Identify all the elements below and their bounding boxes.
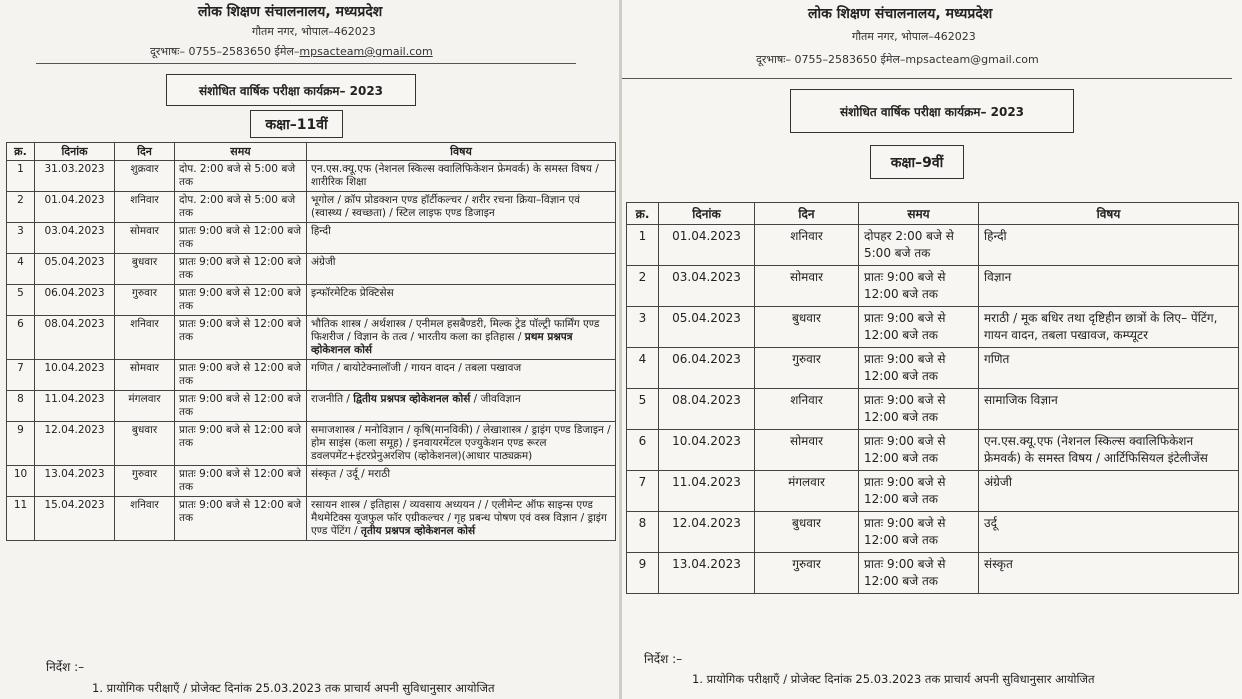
cell-day: गुरुवार — [755, 553, 859, 594]
note-item: 1. प्रायोगिक परीक्षाएँ / प्रोजेक्ट दिनांक 25.03.2023 तक प्राचार्य अपनी सुविधानुसार आयोजित — [92, 681, 495, 695]
cell-time: प्रातः 9:00 बजे से 12:00 बजे तक — [859, 430, 979, 471]
cell-sn: 5 — [7, 285, 35, 316]
cell-date: 05.04.2023 — [659, 307, 755, 348]
cell-date: 10.04.2023 — [35, 360, 115, 391]
table-row — [627, 389, 1239, 430]
notes-heading: निर्देश :– — [46, 660, 85, 674]
table-row — [7, 223, 616, 254]
cell-day: बुधवार — [755, 512, 859, 553]
subject-text: अंग्रेजी — [984, 475, 1012, 489]
cell-time: प्रातः 9:00 बजे से 12:00 बजे तक — [175, 391, 307, 422]
header-divider — [622, 78, 1232, 79]
cell-time: प्रातः 9:00 बजे से 12:00 बजे तक — [859, 348, 979, 389]
col-header-day: दिन — [115, 143, 175, 161]
org-name: लोक शिक्षण संचालनालय, मध्यप्रदेश — [808, 6, 993, 22]
subject-text: हिन्दी — [311, 225, 331, 237]
cell-date: 03.04.2023 — [659, 266, 755, 307]
subject-text: विज्ञान — [984, 270, 1012, 284]
cell-date: 11.04.2023 — [35, 391, 115, 422]
cell-sn: 4 — [7, 254, 35, 285]
org-contact — [756, 52, 1039, 67]
cell-sn: 3 — [7, 223, 35, 254]
subject-text: एन.एस.क्यू.एफ (नेशनल स्किल्स क्वालिफिकेशन फ्रेमवर्क) के समस्त विषय / शारीरिक शिक्षा — [311, 163, 599, 188]
cell-date: 06.04.2023 — [659, 348, 755, 389]
cell-time: प्रातः 9:00 बजे से 12:00 बजे तक — [859, 553, 979, 594]
col-header-time: समय — [175, 143, 307, 161]
table-row — [7, 192, 616, 223]
class-label-box: कक्षा–9वीं — [870, 145, 964, 179]
cell-sn: 1 — [627, 225, 659, 266]
cell-sn: 2 — [7, 192, 35, 223]
cell-time: प्रातः 9:00 बजे से 12:00 बजे तक — [859, 389, 979, 430]
subject-text: रसायन शास्त्र / इतिहास / व्यवसाय अध्ययन / / एलीमेन्ट ऑफ साइन्स एण्ड मैथमेटिक्स यूजफुल फॉर एग्रीकल्चर / गृह प्रबन्ध पोषण एवं वस्त्र विज्ञान / ड्राइंग एण्ड पेंटिंग / — [311, 499, 607, 537]
cell-day: गुरुवार — [755, 348, 859, 389]
subject-text: गणित — [984, 352, 1010, 366]
col-header-sn: क्र. — [7, 143, 35, 161]
header-divider — [36, 63, 576, 64]
table-row — [7, 466, 616, 497]
cell-subject — [979, 512, 1239, 553]
cell-subject — [307, 192, 616, 223]
cell-day: बुधवार — [115, 254, 175, 285]
cell-subject — [307, 466, 616, 497]
class-9-schedule-page — [622, 0, 1242, 699]
table-row — [627, 512, 1239, 553]
cell-sn: 11 — [7, 497, 35, 541]
col-header-sn: क्र. — [627, 203, 659, 225]
cell-time: प्रातः 9:00 बजे से 12:00 बजे तक — [859, 266, 979, 307]
subject-text: राजनीति / — [311, 393, 354, 405]
table-row — [7, 161, 616, 192]
cell-day: बुधवार — [115, 422, 175, 466]
cell-time: प्रातः 9:00 बजे से 12:00 बजे तक — [175, 254, 307, 285]
cell-date: 11.04.2023 — [659, 471, 755, 512]
table-row — [7, 285, 616, 316]
email-link[interactable]: mpsacteam@gmail.com — [905, 53, 1039, 66]
subject-text: हिन्दी — [984, 229, 1007, 243]
cell-sn: 6 — [7, 316, 35, 360]
cell-subject — [307, 254, 616, 285]
cell-date: 08.04.2023 — [659, 389, 755, 430]
table-row — [627, 225, 1239, 266]
class-label-box: कक्षा–11वीं — [250, 110, 343, 138]
org-name: लोक शिक्षण संचालनालय, मध्यप्रदेश — [198, 4, 383, 20]
subject-after-text: / जीवविज्ञान — [470, 393, 521, 405]
cell-time: प्रातः 9:00 बजे से 12:00 बजे तक — [175, 497, 307, 541]
subject-text: भौतिक शास्त्र / अर्थशास्त्र / एनीमल हसबैण्डरी, मिल्क ट्रेड पॉल्ट्री फार्मिंग एण्ड फिशरीज / विज्ञान के तत्व / भारतीय कला का इतिहास / — [311, 318, 600, 343]
cell-day: सोमवार — [115, 223, 175, 254]
cell-date: 01.04.2023 — [659, 225, 755, 266]
subject-bold-text: तृतीय प्रश्नपत्र व्होकेशनल कोर्स — [360, 525, 476, 537]
cell-day: सोमवार — [755, 430, 859, 471]
cell-sn: 3 — [627, 307, 659, 348]
cell-time: दोप. 2:00 बजे से 5:00 बजे तक — [175, 192, 307, 223]
subject-text: सामाजिक विज्ञान — [984, 393, 1058, 407]
cell-time: प्रातः 9:00 बजे से 12:00 बजे तक — [175, 223, 307, 254]
cell-date: 31.03.2023 — [35, 161, 115, 192]
table-row — [7, 391, 616, 422]
cell-subject — [979, 430, 1239, 471]
cell-day: गुरुवार — [115, 285, 175, 316]
col-header-date: दिनांक — [35, 143, 115, 161]
cell-date: 08.04.2023 — [35, 316, 115, 360]
cell-sn: 6 — [627, 430, 659, 471]
table-row — [7, 497, 616, 541]
subject-text: मराठी / मूक बधिर तथा दृष्टिहीन छात्रों के लिए– पेंटिंग, गायन वादन, तबला पखावज, कम्प्यूटर — [984, 311, 1218, 342]
table-row — [627, 553, 1239, 594]
cell-day: मंगलवार — [115, 391, 175, 422]
table-row — [627, 348, 1239, 389]
cell-sn: 1 — [7, 161, 35, 192]
subject-text: अंग्रेजी — [311, 256, 336, 268]
exam-schedule-table — [626, 202, 1239, 594]
cell-date: 15.04.2023 — [35, 497, 115, 541]
table-row — [627, 266, 1239, 307]
cell-date: 10.04.2023 — [659, 430, 755, 471]
exam-title-box: संशोधित वार्षिक परीक्षा कार्यक्रम– 2023 — [790, 89, 1074, 133]
phone-text: दूरभाषः– 0755–2583650 ईमेल– — [150, 45, 300, 58]
cell-day: शनिवार — [755, 225, 859, 266]
table-row — [627, 307, 1239, 348]
cell-subject — [307, 161, 616, 192]
cell-sn: 8 — [627, 512, 659, 553]
cell-subject — [979, 348, 1239, 389]
org-address: गौतम नगर, भोपाल–462023 — [852, 30, 976, 43]
cell-time: प्रातः 9:00 बजे से 12:00 बजे तक — [175, 316, 307, 360]
cell-subject — [307, 223, 616, 254]
cell-day: सोमवार — [755, 266, 859, 307]
cell-time: प्रातः 9:00 बजे से 12:00 बजे तक — [175, 285, 307, 316]
note-item: 1. प्रायोगिक परीक्षाएँ / प्रोजेक्ट दिनांक 25.03.2023 तक प्राचार्य अपनी सुविधानुसार आयोजित — [692, 672, 1095, 686]
cell-day: शनिवार — [115, 316, 175, 360]
cell-sn: 7 — [7, 360, 35, 391]
table-row — [7, 316, 616, 360]
subject-bold-text: प्रथम प्रश्नपत्र व्होकेशनल कोर्स — [311, 331, 573, 356]
cell-day: सोमवार — [115, 360, 175, 391]
cell-date: 03.04.2023 — [35, 223, 115, 254]
cell-subject — [979, 553, 1239, 594]
col-header-subject: विषय — [979, 203, 1239, 225]
cell-time: प्रातः 9:00 बजे से 12:00 बजे तक — [175, 422, 307, 466]
cell-time: प्रातः 9:00 बजे से 12:00 बजे तक — [175, 360, 307, 391]
cell-day: शनिवार — [115, 497, 175, 541]
subject-text: संस्कृत — [984, 557, 1013, 571]
cell-day: मंगलवार — [755, 471, 859, 512]
col-header-day: दिन — [755, 203, 859, 225]
col-header-date: दिनांक — [659, 203, 755, 225]
phone-text: दूरभाषः– 0755–2583650 ईमेल– — [756, 53, 906, 66]
table-row — [627, 471, 1239, 512]
table-row — [7, 422, 616, 466]
table-row — [7, 360, 616, 391]
cell-subject — [979, 307, 1239, 348]
cell-day: बुधवार — [755, 307, 859, 348]
exam-title-box: संशोधित वार्षिक परीक्षा कार्यक्रम– 2023 — [166, 74, 416, 106]
cell-sn: 8 — [7, 391, 35, 422]
table-header-row — [7, 143, 616, 161]
cell-time: प्रातः 9:00 बजे से 12:00 बजे तक — [859, 307, 979, 348]
cell-sn: 7 — [627, 471, 659, 512]
cell-subject — [979, 389, 1239, 430]
cell-time: प्रातः 9:00 बजे से 12:00 बजे तक — [859, 471, 979, 512]
cell-subject — [307, 316, 616, 360]
cell-date: 01.04.2023 — [35, 192, 115, 223]
exam-schedule-table — [6, 142, 616, 541]
cell-day: शुक्रवार — [115, 161, 175, 192]
cell-sn: 9 — [7, 422, 35, 466]
cell-date: 06.04.2023 — [35, 285, 115, 316]
subject-text: समाजशास्त्र / मनोविज्ञान / कृषि(मानविकी) / लेखाशास्त्र / ड्राइंग एण्ड डिजाइन / होम साइंस (कला समूह) / इनवायरमेंटल एज्युकेशन एण्ड रूरल डवलपमेंट+इंटरप्रेनुअरशिप (व्होकेशनल)(आधार पाठ्यक्रम) — [311, 424, 611, 462]
cell-time: प्रातः 9:00 बजे से 12:00 बजे तक — [859, 512, 979, 553]
table-row — [7, 254, 616, 285]
cell-date: 13.04.2023 — [35, 466, 115, 497]
subject-text: संस्कृत / उर्दू / मराठी — [311, 468, 391, 480]
cell-subject — [307, 497, 616, 541]
cell-sn: 10 — [7, 466, 35, 497]
email-link[interactable]: mpsacteam@gmail.com — [299, 45, 433, 58]
cell-subject — [307, 391, 616, 422]
cell-sn: 9 — [627, 553, 659, 594]
subject-bold-text: द्वितीय प्रश्नपत्र व्होकेशनल कोर्स — [353, 393, 471, 405]
cell-subject — [979, 471, 1239, 512]
cell-date: 13.04.2023 — [659, 553, 755, 594]
subject-text: भूगोल / क्रॉप प्रोडक्शन एण्ड हॉर्टीकल्चर / शरीर रचना क्रिया–विज्ञान एवं (स्वास्थ्य / स्वच्छता) / स्टिल लाइफ एण्ड डिजाइन — [311, 194, 581, 219]
cell-date: 05.04.2023 — [35, 254, 115, 285]
col-header-time: समय — [859, 203, 979, 225]
cell-day: गुरुवार — [115, 466, 175, 497]
cell-date: 12.04.2023 — [659, 512, 755, 553]
cell-sn: 5 — [627, 389, 659, 430]
cell-date: 12.04.2023 — [35, 422, 115, 466]
cell-subject — [307, 422, 616, 466]
table-header-row — [627, 203, 1239, 225]
cell-time: दोपहर 2:00 बजे से 5:00 बजे तक — [859, 225, 979, 266]
cell-subject — [307, 360, 616, 391]
org-address: गौतम नगर, भोपाल–462023 — [252, 25, 376, 38]
cell-day: शनिवार — [755, 389, 859, 430]
notes-heading: निर्देश :– — [644, 652, 683, 666]
org-contact — [150, 44, 433, 59]
subject-text: उर्दू — [984, 516, 997, 530]
cell-sn: 2 — [627, 266, 659, 307]
cell-time: प्रातः 9:00 बजे से 12:00 बजे तक — [175, 466, 307, 497]
cell-sn: 4 — [627, 348, 659, 389]
table-row — [627, 430, 1239, 471]
subject-text: एन.एस.क्यू.एफ (नेशनल स्किल्स क्वालिफिकेशन फ्रेमवर्क) के समस्त विषय / आर्टिफिसियल इंटेलीजेंस — [984, 434, 1208, 465]
cell-subject — [979, 225, 1239, 266]
subject-text: इन्फॉरमेटिक प्रेक्टिसेस — [311, 287, 394, 299]
cell-time: दोप. 2:00 बजे से 5:00 बजे तक — [175, 161, 307, 192]
cell-subject — [307, 285, 616, 316]
cell-day: शनिवार — [115, 192, 175, 223]
col-header-subject: विषय — [307, 143, 616, 161]
cell-subject — [979, 266, 1239, 307]
class-11-schedule-page — [0, 0, 619, 699]
subject-text: गणित / बायोटेक्नालॉजी / गायन वादन / तबला पखावज — [311, 362, 522, 374]
